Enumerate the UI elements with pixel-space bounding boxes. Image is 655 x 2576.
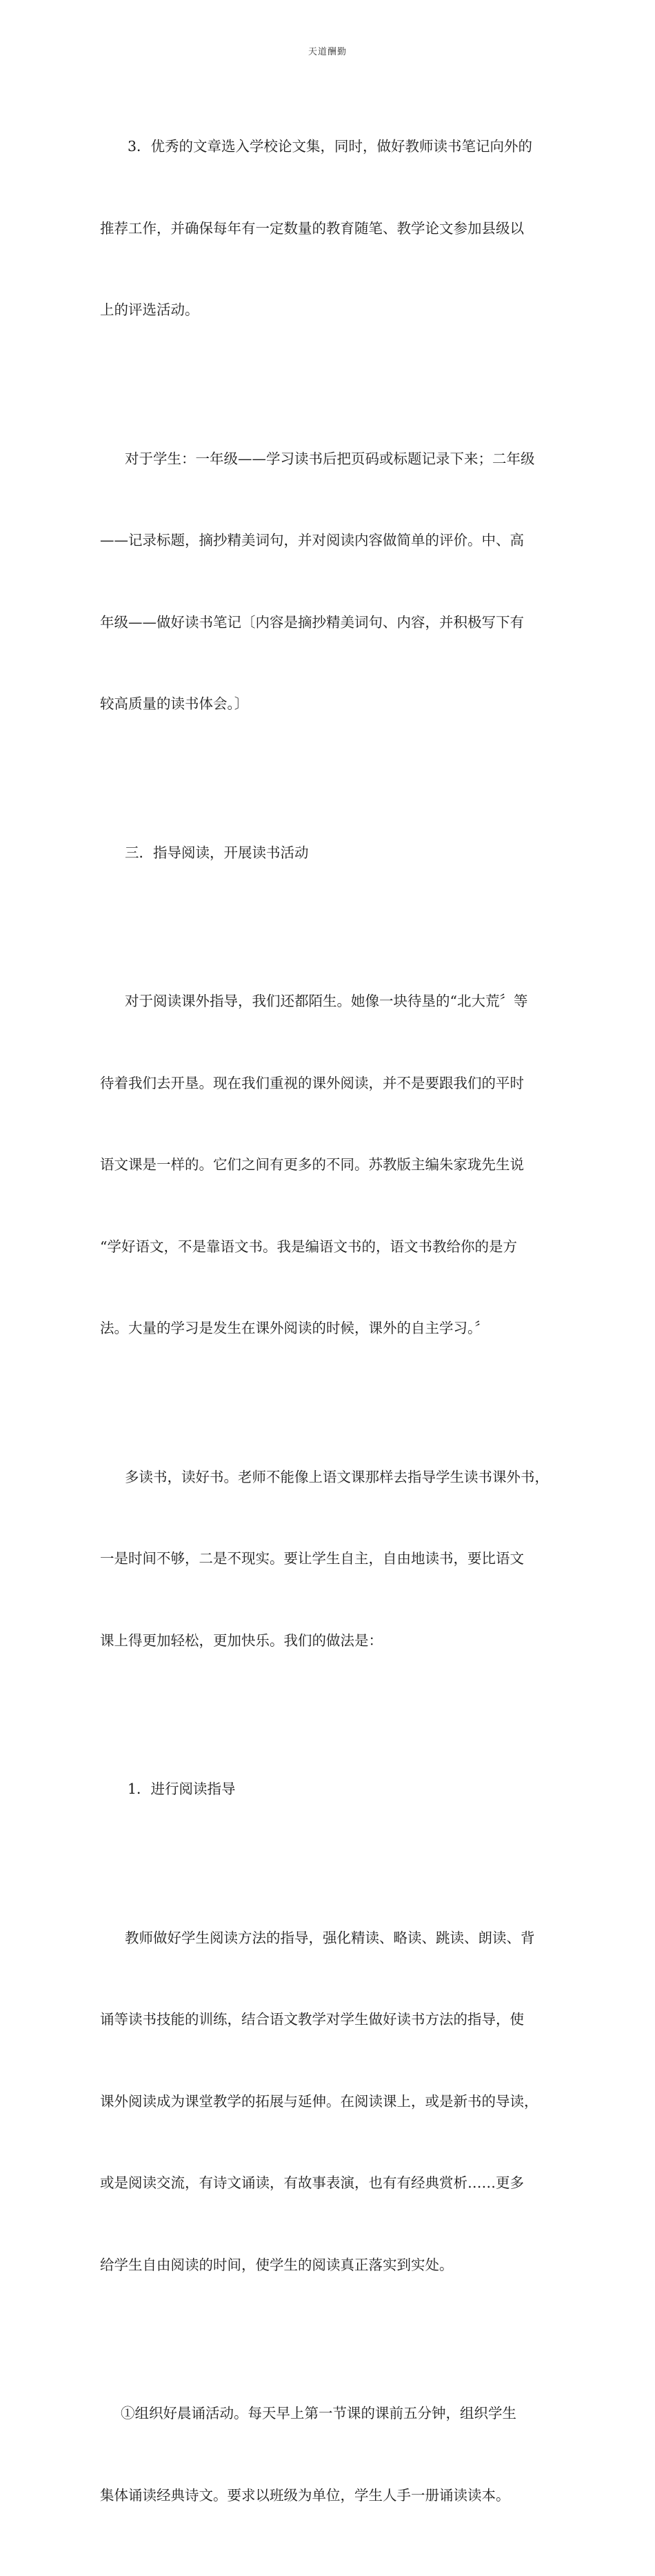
paragraph-guidance xyxy=(100,933,562,1397)
text-line: 一是时间不够，二是不现实。要让学生自主，自由地读书，要比语文 xyxy=(100,1550,524,1567)
text-line: 较高质量的读书体会。〕 xyxy=(100,695,249,712)
text-line: 多读书，读好书。老师不能像上语文课那样去指导学生读书课外书， xyxy=(125,1468,549,1485)
text-line: 集体诵读经典诗文。要求以班级为单位，学生人手一册诵读读本。 xyxy=(100,2486,510,2504)
paragraph-students xyxy=(100,391,562,773)
text-line: 语文课是一样的。它们之间有更多的不同。苏教版主编朱家珑先生说 xyxy=(100,1156,524,1173)
text-line: 1．进行阅读指导 xyxy=(128,1781,236,1797)
text-line: 待着我们去开垦。现在我们重视的课外阅读，并不是要跟我们的平时 xyxy=(100,1074,524,1091)
text-line: 给学生自由阅读的时间，使学生的阅读真正落实到实处。 xyxy=(100,2256,454,2273)
text-line: 课上得更加轻松，更加快乐。我们的做法是： xyxy=(100,1632,383,1649)
paragraph-morning-recital xyxy=(100,2346,562,2564)
section-heading xyxy=(100,785,562,922)
text-line: 课外阅读成为课堂教学的拓展与延伸。在阅读课上，或是新书的导读， xyxy=(100,2092,538,2110)
text-line: 年级——做好读书笔记〔内容是摘抄精美词句、内容，并积极写下有 xyxy=(100,613,524,631)
text-line: “学好语文，不是靠语文书。我是编语文书的，语文书教给你的是方 xyxy=(100,1238,517,1255)
paragraph-recommendation xyxy=(100,79,562,379)
text-line: 教师做好学生阅读方法的指导，强化精读、略读、跳读、朗读、背 xyxy=(125,1929,535,1946)
text-line: 对于阅读课外指导，我们还都陌生。她像一块待垦的“北大荒〞等 xyxy=(125,993,528,1009)
text-line: 推荐工作，并确保每年有一定数量的教育随笔、教学论文参加县级以 xyxy=(100,219,524,237)
page-header-title: 天道酬勤 xyxy=(308,47,347,57)
paragraph-read-more xyxy=(100,1409,562,1710)
paragraph-reading-methods xyxy=(100,1870,562,2334)
subsection-heading xyxy=(100,1721,562,1858)
text-line: 三．指导阅读，开展读书活动 xyxy=(125,844,309,861)
text-line: 诵等读书技能的训练，结合语文教学对学生做好读书方法的指导，使 xyxy=(100,2011,524,2028)
text-line: 法。大量的学习是发生在课外阅读的时候，课外的自主学习。〞 xyxy=(100,1320,489,1336)
text-line: 或是阅读交流，有诗文诵读，有故事表演，也有有经典赏析……更多 xyxy=(100,2174,524,2191)
text-line: ①组织好晨诵活动。每天早上第一节课的课前五分钟，组织学生 xyxy=(121,2405,516,2421)
text-line: 上的评选活动。 xyxy=(100,301,199,318)
text-line: 对于学生：一年级——学习读书后把页码或标题记录下来；二年级 xyxy=(125,450,535,467)
document-body xyxy=(100,79,562,2576)
text-line: ——记录标题，摘抄精美词句，并对阅读内容做简单的评价。中、高 xyxy=(100,532,524,548)
text-line: 3．优秀的文章选入学校论文集，同时，做好教师读书笔记向外的 xyxy=(128,138,533,155)
